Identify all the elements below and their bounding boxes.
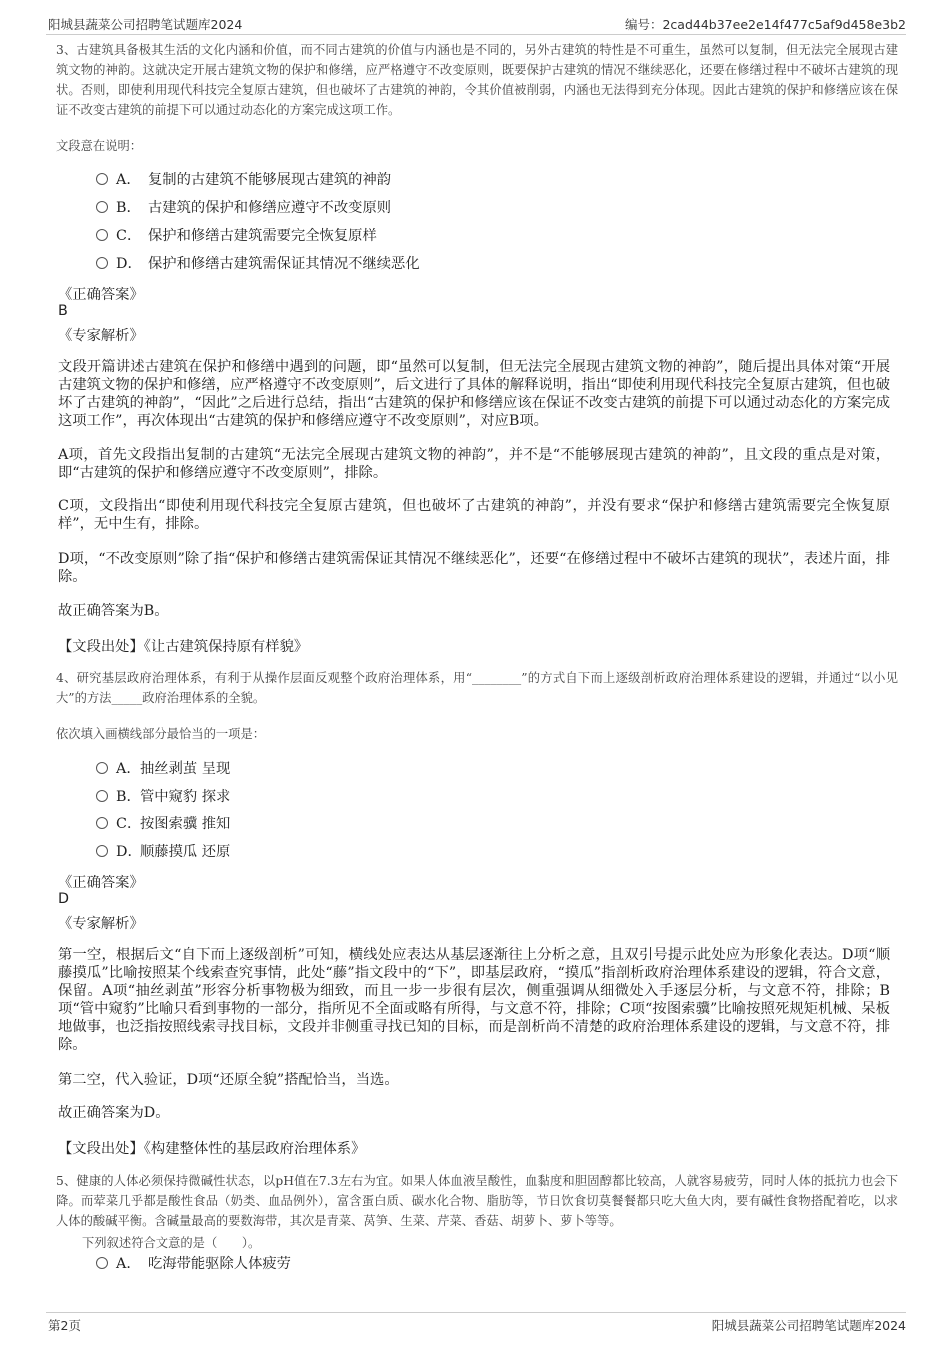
- radio-icon[interactable]: [96, 1257, 108, 1269]
- radio-icon[interactable]: [96, 790, 108, 802]
- question-5-prompt: 下列叙述符合文意的是（ ）。: [82, 1236, 261, 1250]
- question-5-option-a[interactable]: A． 吃海带能驱除人体疲劳: [96, 1253, 291, 1275]
- answer-value: B: [58, 303, 68, 319]
- page-footer: [46, 1312, 906, 1337]
- question-3-option-b[interactable]: B． 古建筑的保护和修缮应遵守不改变原则: [96, 197, 391, 219]
- analysis-paragraph: D项，“不改变原则”除了指“保护和修缮古建筑需保证其情况不继续恶化”，还要“在修缮过程中不破坏古建筑的现状”，表述片面，排除。: [58, 551, 890, 585]
- radio-icon[interactable]: [96, 817, 108, 829]
- analysis-paragraph: 文段开篇讲述古建筑在保护和修缮中遇到的问题，即“虽然可以复制，但无法完全展现古建筑文物的神韵”，随后提出具体对策“开展古建筑文物的保护和修缮，应严格遵守不改变原则”，后文进行了具体的解释说明，指出“即使利用现代科技完全复原古建筑，但也破坏了古建筑的神韵”，“因此”之后进行总结，指出“古建筑的保护和修缮应该在保证不改变古建筑的前提下可以通过动态化的方案完成这项工作”，再次体现出“古建筑的保护和修缮应遵守不改变原则”，对应B项。: [58, 359, 890, 429]
- radio-icon[interactable]: [96, 201, 108, 213]
- analysis-paragraph: A项，首先文段指出复制的古建筑“无法完全展现古建筑文物的神韵”，并不是“不能够展现古建筑的神韵”，且文段的重点是对策，即“古建筑的保护和修缮应遵守不改变原则”，排除。: [58, 447, 890, 481]
- radio-icon[interactable]: [96, 762, 108, 774]
- header-title: 阳城县蔬菜公司招聘笔试题库2024: [48, 17, 243, 32]
- answer-value: D: [58, 891, 70, 907]
- source-citation: 【文段出处】《构建整体性的基层政府治理体系》: [58, 1141, 366, 1157]
- question-3-option-d[interactable]: D． 保护和修缮古建筑需保证其情况不继续恶化: [96, 253, 420, 275]
- page-number: 第2页: [48, 1318, 81, 1333]
- header-doc-id: 编号：2cad44b37ee2e14f477c5af9d458e3b2: [624, 17, 906, 32]
- analysis-label: 《专家解析》: [58, 328, 144, 344]
- page-header: [46, 12, 906, 35]
- question-3-option-c[interactable]: C． 保护和修缮古建筑需要完全恢复原样: [96, 225, 377, 247]
- question-3-prompt: 文段意在说明：: [56, 139, 143, 153]
- footer-title: 阳城县蔬菜公司招聘笔试题库2024: [711, 1318, 906, 1333]
- answer-label: 《正确答案》: [58, 287, 144, 303]
- analysis-paragraph: 第一空，根据后文“自下而上逐级剖析”可知，横线处应表达从基层逐渐往上分析之意，且双引号提示此处应为形象化表达。D项“顺藤摸瓜”比喻按照某个线索查究事情，此处“藤”指文段中的“下”，即基层政府，“摸瓜”指剖析政府治理体系建设的逻辑，符合文意，保留。A项“抽丝剥茧”形容分析事物极为细致，而且一步一步很有层次，侧重强调从细微处入手逐层分析，与文意不符，排除；B项“管中窥豹”比喻只看到事物的一部分，指所见不全面或略有所得，与文意不符，排除；C项“按图索骥”比喻按照死规矩机械、呆板地做事，也泛指按照线索寻找目标，文段并非侧重寻找已知的目标，而是剖析尚不清楚的政府治理体系建设的逻辑，与文意不符，排除。: [58, 947, 890, 1053]
- question-4-option-b[interactable]: B．管中窥豹 探求: [96, 786, 230, 808]
- analysis-paragraph: 第二空，代入验证，D项“还原全貌”搭配恰当，当选。: [58, 1072, 399, 1088]
- answer-label: 《正确答案》: [58, 875, 144, 891]
- source-citation: 【文段出处】《让古建筑保持原有样貌》: [58, 639, 309, 655]
- radio-icon[interactable]: [96, 229, 108, 241]
- question-4-stem: 4、研究基层政府治理体系，有利于从操作层面反观整个政府治理体系，用“________”的方式自下而上逐级剖析政府治理体系建设的逻辑，并通过“以小见大”的方法_____政府治理体系的全貌。: [56, 671, 898, 705]
- question-4-option-c[interactable]: C．按图索骥 推知: [96, 813, 230, 835]
- analysis-paragraph: C项，文段指出“即使利用现代科技完全复原古建筑，但也破坏了古建筑的神韵”，并没有要求“保护和修缮古建筑需要完全恢复原样”，无中生有，排除。: [58, 498, 890, 532]
- question-3-option-a[interactable]: A． 复制的古建筑不能够展现古建筑的神韵: [96, 169, 391, 191]
- question-4-prompt: 依次填入画横线部分最恰当的一项是：: [56, 727, 266, 741]
- question-4-option-a[interactable]: A．抽丝剥茧 呈现: [96, 758, 230, 780]
- radio-icon[interactable]: [96, 173, 108, 185]
- radio-icon[interactable]: [96, 257, 108, 269]
- question-3-stem: 3、古建筑具备极其生活的文化内涵和价值，而不同古建筑的价值与内涵也是不同的，另外古建筑的特性是不可重生，虽然可以复制，但无法完全展现古建筑文物的神韵。这就决定开展古建筑文物的保护和修缮，应严格遵守不改变原则，既要保护古建筑的情况不继续恶化，还要在修缮过程中不破坏古建筑的现状。否则，即使利用现代科技完全复原古建筑，但也破坏了古建筑的神韵，令其价值被削弱，内涵也无法得到充分体现。因此古建筑的保护和修缮应该在保证不改变古建筑的前提下可以通过动态化的方案完成这项工作。: [56, 43, 898, 117]
- radio-icon[interactable]: [96, 845, 108, 857]
- question-4-option-d[interactable]: D．顺藤摸瓜 还原: [96, 841, 230, 863]
- analysis-conclusion: 故正确答案为D。: [58, 1105, 170, 1121]
- question-5-stem: 5、健康的人体必须保持微碱性状态，以pH值在7.3左右为宜。如果人体血液呈酸性，血黏度和胆固醇都比较高，人就容易疲劳，同时人体的抵抗力也会下降。而荤菜几乎都是酸性食品（奶类、血品例外），富含蛋白质、碳水化合物、脂肪等，节日饮食切莫餐餐都只吃大鱼大肉，要有碱性食物搭配着吃，以求人体的酸碱平衡。含碱量最高的要数海带，其次是青菜、莴笋、生菜、芹菜、香菇、胡萝卜、萝卜等等。: [56, 1174, 898, 1228]
- analysis-label: 《专家解析》: [58, 916, 144, 932]
- analysis-conclusion: 故正确答案为B。: [58, 603, 169, 619]
